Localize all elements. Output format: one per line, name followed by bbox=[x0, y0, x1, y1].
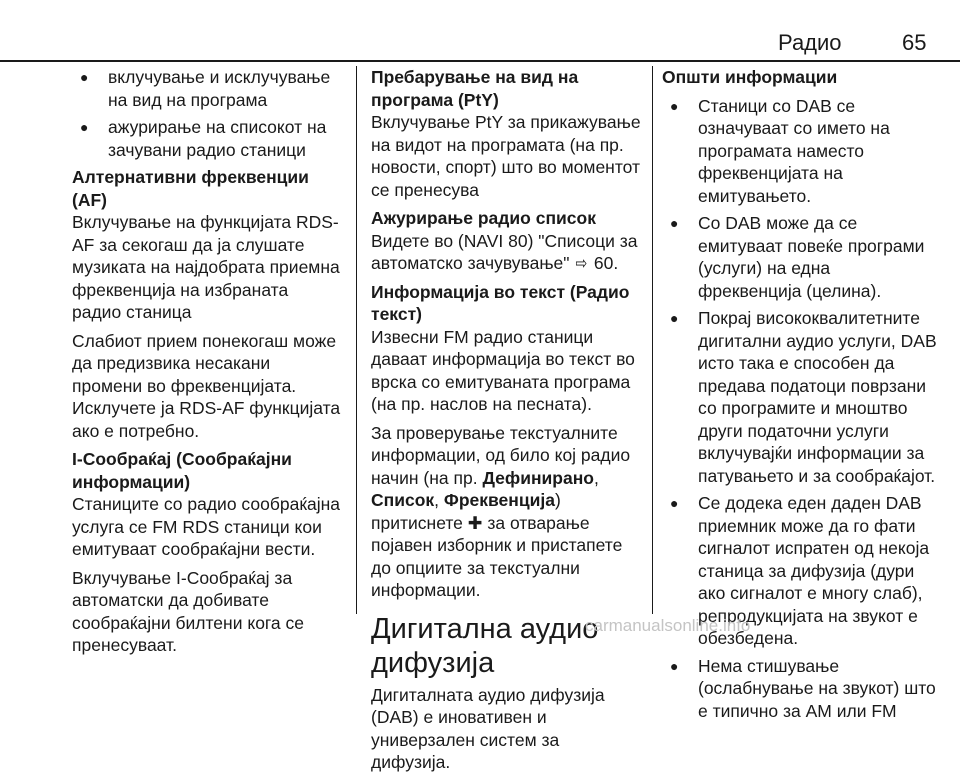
bullet-item: ● вклучување и исклучување на вид на програма bbox=[72, 66, 342, 111]
bullet-item: ● Станици со DAB се означуваат со името на програмата наместо фреквенцијата на емитувањето. bbox=[662, 95, 938, 208]
page-reference-arrow-icon: ⇨ bbox=[575, 253, 588, 273]
af-heading: Алтернативни фреквенции (AF) bbox=[72, 167, 309, 210]
column-1 bbox=[72, 66, 342, 663]
dab-heading: Дигитална аудио дифузија bbox=[371, 612, 599, 679]
column-divider-left bbox=[356, 66, 357, 614]
bullet-item: ● Се додека еден даден DAB приемник може да го фати сигналот испратен од некоја станица за дифузија (дури ако сигналот е многу слаб), репродукцијата на звукот е обезбедена. bbox=[662, 492, 938, 650]
page-reference: 60. bbox=[593, 253, 619, 273]
radio-text-paragraph: Извесни FM радио станици даваат информација во текст во врска со емитуваната програма (на пр. наслов на песната). bbox=[371, 326, 635, 414]
af-paragraph: Вклучување на функцијата RDS-AF за секогаш да ја слушате музиката на најдобрата приемна фреквенција на избраната радио станица bbox=[72, 212, 340, 322]
term-frequency: Фреквенција bbox=[443, 490, 555, 510]
watermark: carmanualsonline.info bbox=[585, 616, 751, 635]
radio-list-heading: Ажурирање радио список bbox=[371, 208, 596, 228]
term-list: Список bbox=[371, 490, 435, 510]
page-number: 65 bbox=[902, 30, 927, 55]
pty-heading: Пребарување на вид на програма (PtY) bbox=[371, 67, 579, 110]
radio-text-paragraph-2: За проверување текстуалните информации, од било кој радио начин (на пр. Дефинирано, Список, Фреквенција) притиснете ✚ за отварање појавен изборник и пристапете до опциите за текстуални информации. bbox=[371, 422, 631, 600]
bullet-item: ● Покрај висококвалитетните дигитални аудио услуги, DAB исто така е способен да предава податоци поврзани со програмите и мноштво други податочни услуги вклучувајќи информации за патувањето и за сообраќајот. bbox=[662, 307, 938, 487]
column-divider-right bbox=[652, 66, 653, 614]
radio-list-text: Видете во (NAVI 80) "Списоци за автоматско зачувување" bbox=[371, 230, 638, 273]
traffic-paragraph: Станиците со радио сообраќајна услуга се FM RDS станици кои емитуваат сообраќајни вести. bbox=[72, 494, 341, 559]
radio-text-heading: Информација во текст (Радио текст) bbox=[371, 281, 630, 324]
radio-list-paragraph bbox=[371, 230, 643, 275]
general-info-heading: Општи информации bbox=[662, 67, 838, 87]
plus-cross-icon: ✚ bbox=[467, 512, 483, 533]
traffic-heading: I-Сообраќај (Сообраќајни информации) bbox=[72, 449, 292, 492]
term-defined: Дефинирано bbox=[482, 467, 594, 488]
af-paragraph-2: Слабиот прием понекогаш може да предизвика несакани промени во фреквенцијата. Исклучете ја RDS-AF функцијата ако е потребно. bbox=[72, 330, 341, 441]
dab-paragraph: Дигиталната аудио дифузија (DAB) е иновативен и универзален систем за дифузија. bbox=[371, 684, 605, 772]
bullet-item: ● Нема стишување (ослабнување на звукот) што е типично за AM или FM bbox=[662, 655, 938, 723]
traffic-paragraph-2: Вклучување I-Сообраќај за автоматски да добивате сообраќајни билтени кога се пренесуваат. bbox=[72, 567, 305, 655]
pty-paragraph: Вклучување PtY за прикажување на видот на програмата (на пр. новости, спорт) што во моментот се пренесува bbox=[371, 112, 641, 200]
column-2 bbox=[371, 66, 643, 780]
bullet-item: ● ажурирање на списокот на зачувани радио станици bbox=[72, 116, 342, 161]
bullet-item: ● Со DAB може да се емитуваат повеќе програми (услуги) на една фреквенција (целина). bbox=[662, 212, 938, 302]
header-rule bbox=[0, 60, 960, 62]
page-title: Радио bbox=[778, 30, 842, 55]
